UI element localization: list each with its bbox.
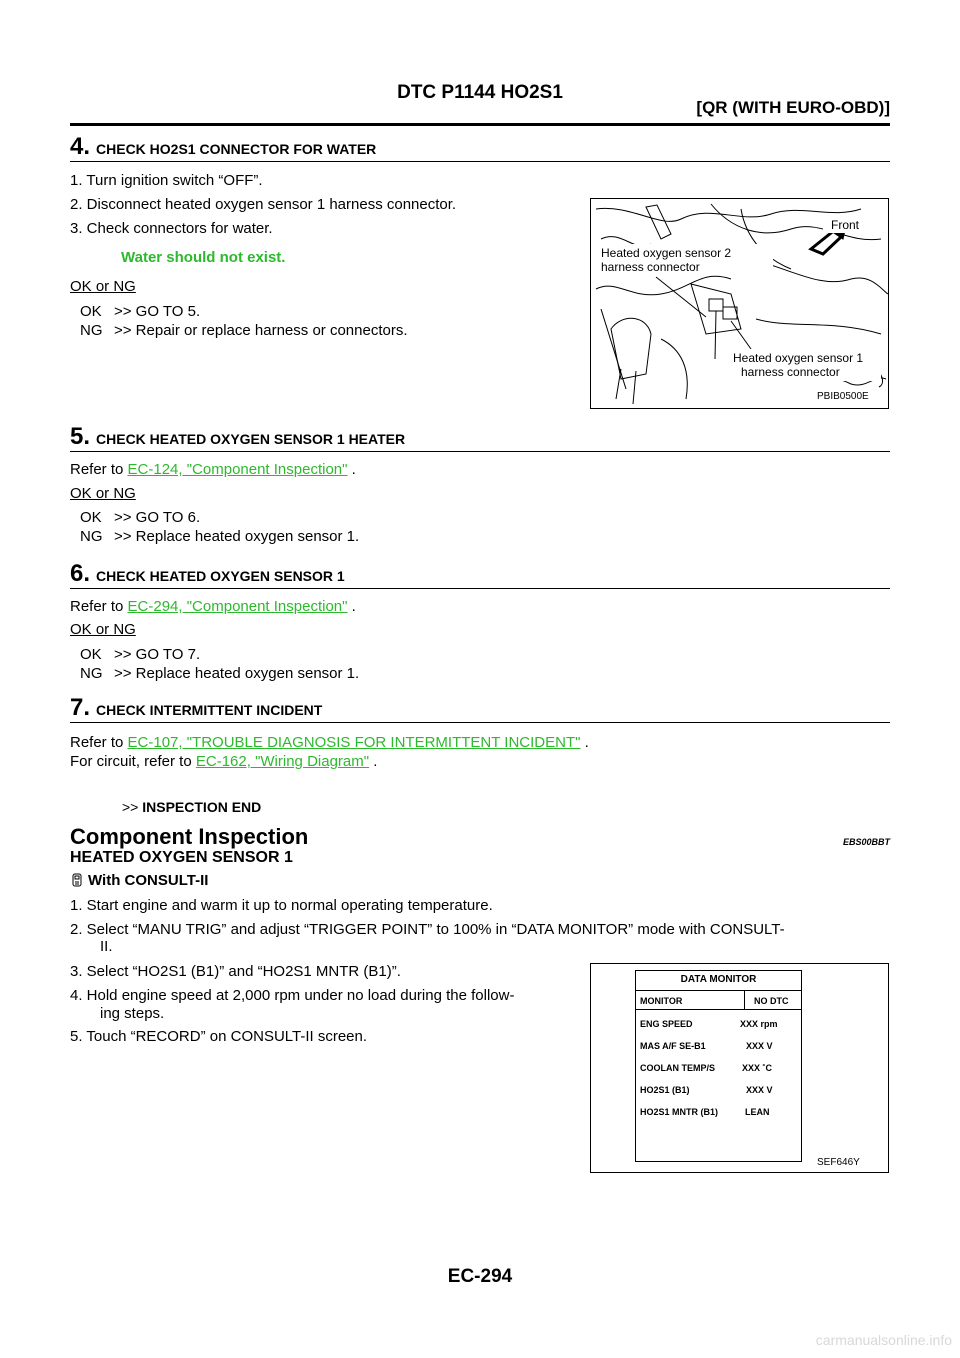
end-arrow: >> <box>122 799 139 815</box>
step-7-title: CHECK INTERMITTENT INCIDENT <box>96 702 323 718</box>
sensor-1-label-line2: harness connector <box>741 365 840 379</box>
step-6-result-ng <box>80 664 359 683</box>
sensor-2-label-line2: harness connector <box>601 260 700 274</box>
component-inspection-title: Component Inspection <box>70 824 309 849</box>
data-monitor-screen <box>635 970 802 1162</box>
front-label: Front <box>831 218 860 232</box>
step-5-title: CHECK HEATED OXYGEN SENSOR 1 HEATER <box>96 431 406 447</box>
circuit-text: For circuit, refer to <box>70 753 192 770</box>
data-monitor-title: DATA MONITOR <box>680 974 757 985</box>
refer-text: Refer to <box>70 734 124 751</box>
watermark: carmanualsonline.info <box>815 1332 952 1348</box>
figure-2-caption: SEF646Y <box>817 1157 860 1168</box>
no-dtc-header: NO DTC <box>754 996 789 1006</box>
end-label: INSPECTION END <box>142 799 262 815</box>
step-7-refer <box>70 734 589 751</box>
ok-action: >> GO TO 7. <box>114 646 201 663</box>
consult-label: With CONSULT-II <box>88 872 209 889</box>
step-5-result-ng <box>80 527 359 546</box>
circuit-tail: . <box>373 753 378 770</box>
ok-label: OK <box>80 509 102 526</box>
step-5-refer <box>70 461 356 478</box>
step-4-result-ok <box>80 302 200 321</box>
step-6-heading <box>70 560 345 588</box>
step-6-refer <box>70 598 356 615</box>
sensor-1-label-line1: Heated oxygen sensor 1 <box>733 351 864 365</box>
page-subtitle: [QR (WITH EURO-OBD)] <box>696 98 890 117</box>
ok-label: OK <box>80 646 102 663</box>
ng-action: >> Repair or replace harness or connectors. <box>114 322 408 339</box>
data-monitor-figure <box>590 963 889 1173</box>
component-subtitle: HEATED OXYGEN SENSOR 1 <box>70 849 293 866</box>
step-4-item-1: 1. Turn ignition switch “OFF”. <box>70 172 263 189</box>
step-7-heading <box>70 694 322 722</box>
monitor-row-name: MAS A/F SE-B1 <box>640 1041 706 1051</box>
step-4-heading <box>70 133 376 161</box>
connector-figure <box>590 198 889 409</box>
step-4-item-3: 3. Check connectors for water. <box>70 220 273 237</box>
component-item-2-cont: II. <box>100 938 113 955</box>
step-6-result-ok <box>80 645 200 664</box>
ng-label: NG <box>80 322 103 339</box>
component-item-4-cont: ing steps. <box>100 1005 165 1022</box>
step-4-title: CHECK HO2S1 CONNECTOR FOR WATER <box>96 141 377 157</box>
monitor-row-value: XXX ˚C <box>742 1063 773 1073</box>
step-5-number: 5. <box>70 423 91 450</box>
step-4-number: 4. <box>70 133 91 160</box>
refer-text: Refer to <box>70 461 124 478</box>
monitor-row-name: HO2S1 MNTR (B1) <box>640 1107 719 1117</box>
step-4-item-2: 2. Disconnect heated oxygen sensor 1 harness connector. <box>70 196 457 213</box>
step-4-rule <box>70 161 890 162</box>
inspection-end <box>122 799 261 815</box>
step-4-note: Water should not exist. <box>121 249 286 266</box>
step-6-number: 6. <box>70 560 91 587</box>
step-7-rule <box>70 722 890 723</box>
monitor-row-name: HO2S1 (B1) <box>640 1085 690 1095</box>
page-title: DTC P1144 HO2S1 <box>397 82 563 103</box>
monitor-column-divider <box>744 990 745 1009</box>
ng-label: NG <box>80 528 103 545</box>
step-5-result-ok <box>80 508 200 527</box>
ec-294-link[interactable]: EC-294, "Component Inspection" <box>127 598 348 615</box>
component-item-3: 3. Select “HO2S1 (B1)” and “HO2S1 MNTR (B1)”. <box>70 963 401 980</box>
refer-tail: . <box>351 598 356 615</box>
ec-107-link[interactable]: EC-107, "TROUBLE DIAGNOSIS FOR INTERMITTENT INCIDENT" <box>127 734 581 751</box>
step-7-circuit <box>70 753 377 770</box>
step-6-title: CHECK HEATED OXYGEN SENSOR 1 <box>96 568 345 584</box>
monitor-row-value: XXX rpm <box>740 1019 778 1029</box>
sensor-2-label-line1: Heated oxygen sensor 2 <box>601 246 732 260</box>
ok-action: >> GO TO 6. <box>114 509 201 526</box>
header-rule <box>70 123 890 126</box>
component-item-5: 5. Touch “RECORD” on CONSULT-II screen. <box>70 1028 368 1045</box>
ng-action: >> Replace heated oxygen sensor 1. <box>114 665 360 682</box>
component-item-4: 4. Hold engine speed at 2,000 rpm under no load during the follow- <box>70 987 515 1004</box>
ok-action: >> GO TO 5. <box>114 303 201 320</box>
monitor-row-value: XXX V <box>746 1085 773 1095</box>
step-6-okng: OK or NG <box>70 621 136 638</box>
consult-heading <box>70 872 208 889</box>
step-7-number: 7. <box>70 694 91 721</box>
consult-tester-icon <box>70 873 84 887</box>
ec-162-link[interactable]: EC-162, "Wiring Diagram" <box>195 753 370 770</box>
monitor-row-value: LEAN <box>745 1107 770 1117</box>
ec-124-link[interactable]: EC-124, "Component Inspection" <box>127 461 348 478</box>
refer-text: Refer to <box>70 598 124 615</box>
section-code: EBS00BBT <box>842 837 890 847</box>
step-5-rule <box>70 451 890 452</box>
figure-1-caption: PBIB0500E <box>817 391 869 402</box>
refer-tail: . <box>351 461 356 478</box>
ng-label: NG <box>80 665 103 682</box>
step-4-okng: OK or NG <box>70 278 136 295</box>
step-5-okng: OK or NG <box>70 485 136 502</box>
monitor-row-value: XXX V <box>746 1041 773 1051</box>
monitor-column-header: MONITOR <box>640 996 683 1006</box>
component-item-2: 2. Select “MANU TRIG” and adjust “TRIGGER POINT” to 100% in “DATA MONITOR” mode with CONSULT- <box>70 921 785 938</box>
refer-tail: . <box>584 734 589 751</box>
monitor-row-name: ENG SPEED <box>640 1019 693 1029</box>
monitor-header-divider <box>636 1009 801 1010</box>
step-6-rule <box>70 588 890 589</box>
step-4-result-ng <box>80 321 408 340</box>
ok-label: OK <box>80 303 102 320</box>
step-5-heading <box>70 423 405 451</box>
monitor-title-divider <box>636 990 801 991</box>
component-item-1: 1. Start engine and warm it up to normal operating temperature. <box>70 897 493 914</box>
monitor-row-name: COOLAN TEMP/S <box>640 1063 716 1073</box>
ng-action: >> Replace heated oxygen sensor 1. <box>114 528 360 545</box>
page-number: EC-294 <box>447 1266 513 1287</box>
